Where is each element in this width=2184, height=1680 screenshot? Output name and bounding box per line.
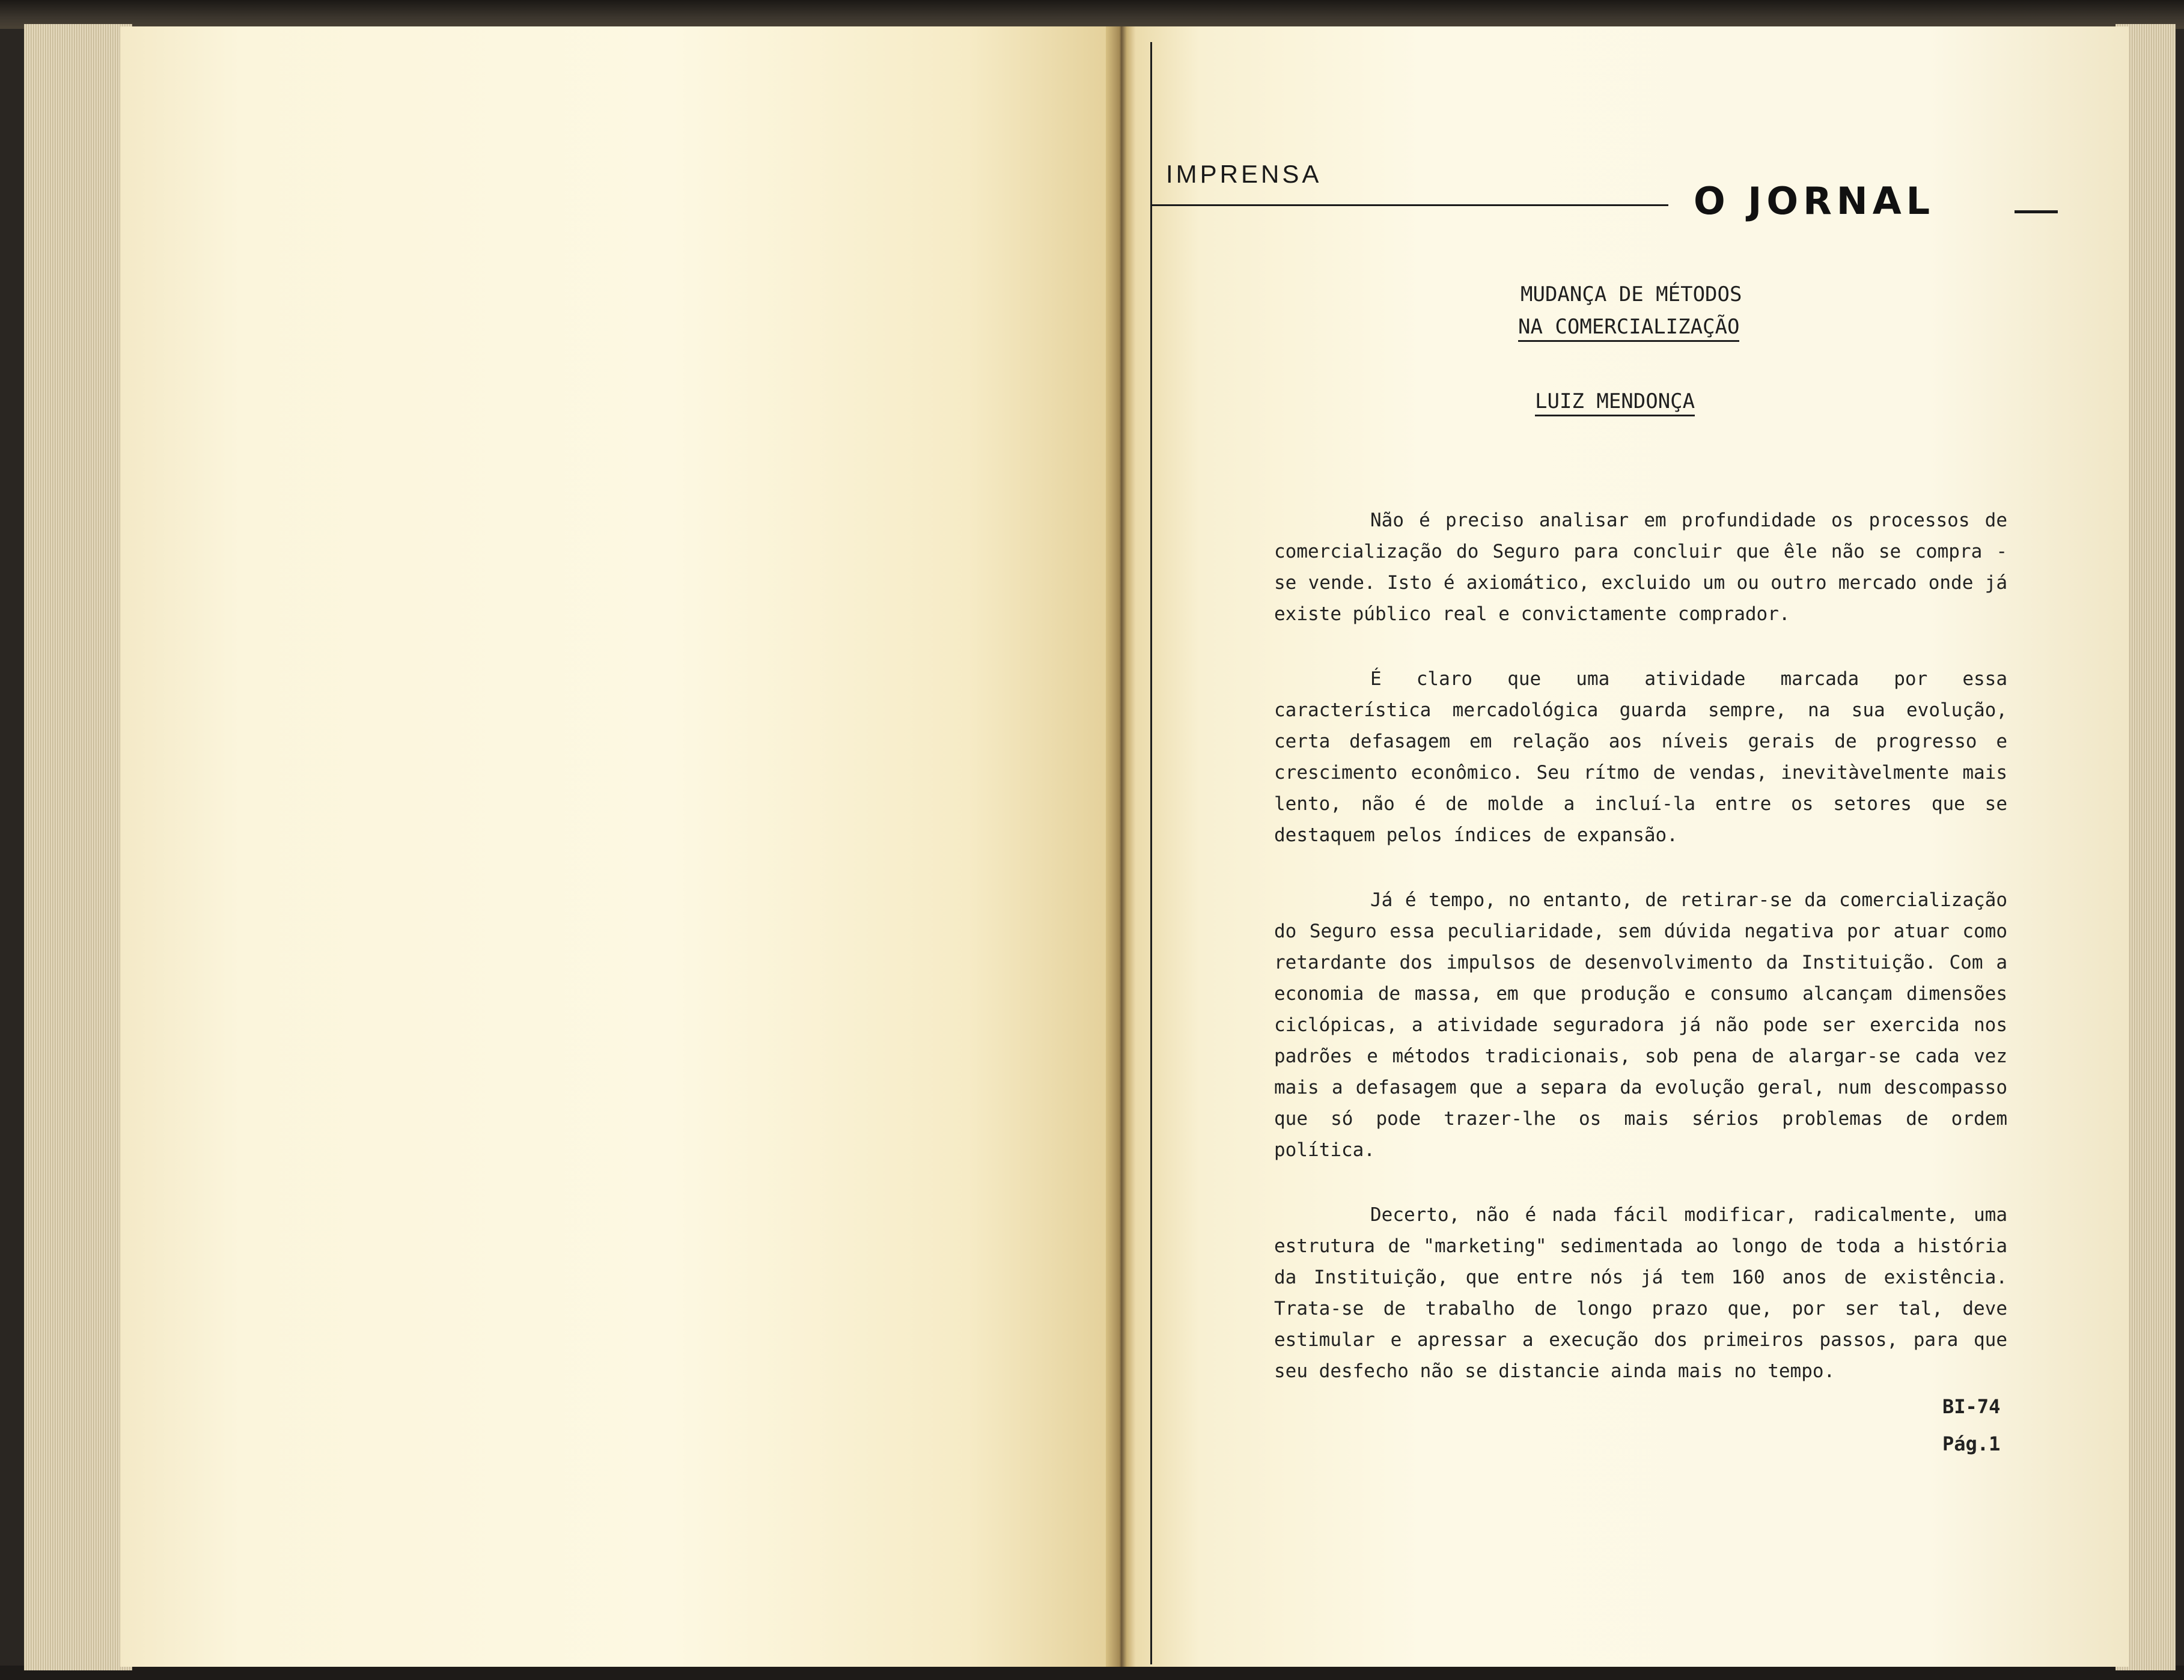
left-page-edges: [24, 24, 132, 1670]
bulletin-reference: BI-74: [1942, 1395, 2001, 1418]
header-rule: [1150, 204, 1668, 206]
margin-rule: [1150, 42, 1152, 1664]
section-label: IMPRENSA: [1166, 160, 1322, 188]
page-number: Pág.1: [1942, 1432, 2001, 1455]
page-reference: [1942, 1388, 2000, 1462]
article-author: LUIZ MENDONÇA: [1535, 389, 1695, 416]
book-cover-top: [0, 0, 2184, 29]
article-title-line-2: NA COMERCIALIZAÇÃO: [1518, 315, 1739, 342]
article-body: [1274, 505, 2007, 1420]
paragraph-4: Decerto, não é nada fácil modificar, radicalmente, uma estrutura de "marketing" sedimentada ao longo de toda a história da Instituição, que entre nós já tem 160 anos de existência. Trata-se de trabalho de longo prazo que, por ser tal, deve estimular e apressar a execução dos primeiros passos, para que seu desfecho não se distancie ainda mais no tempo.: [1274, 1204, 2007, 1382]
paragraph-1: Não é preciso analisar em profundidade os processos de comercialização do Seguro para concluir que êle não se compra - se vende. Isto é axiomático, excluido um ou outro mercado onde já existe público real e convictamente comprador.: [1274, 510, 2007, 625]
publication-name: O JORNAL: [1694, 179, 1935, 223]
paragraph-3: Já é tempo, no entanto, de retirar-se da comercialização do Seguro essa peculiaridade, sem dúvida negativa por atuar como retardante dos impulsos de desenvolvimento da Instituição. Com a economia de massa, em que produção e consumo alcançam dimensões ciclópicas, a atividade seguradora já não pode ser exercida nos padrões e métodos tradicionais, sob pena de alargar-se cada vez mais a defasagem que a separa da evolução geral, num descompasso que só pode trazer-lhe os mais sérios problemas de ordem política.: [1274, 889, 2007, 1161]
book-gutter: [1106, 26, 1136, 1667]
article-title-line-1: MUDANÇA DE MÉTODOS: [1521, 282, 1742, 306]
left-blank-page: [120, 26, 1118, 1667]
header-dash: [2015, 210, 2058, 213]
book-cover-bottom: [0, 1666, 2184, 1680]
paragraph-2: É claro que uma atividade marcada por essa característica mercadológica guarda sempre, na sua evolução, certa defasagem em relação aos níveis gerais de progresso e crescimento econômico. Seu rítmo de vendas, inevitàvelmente mais lento, não é de molde a incluí-la entre os setores que se destaquem pelos índices de expansão.: [1274, 668, 2007, 846]
